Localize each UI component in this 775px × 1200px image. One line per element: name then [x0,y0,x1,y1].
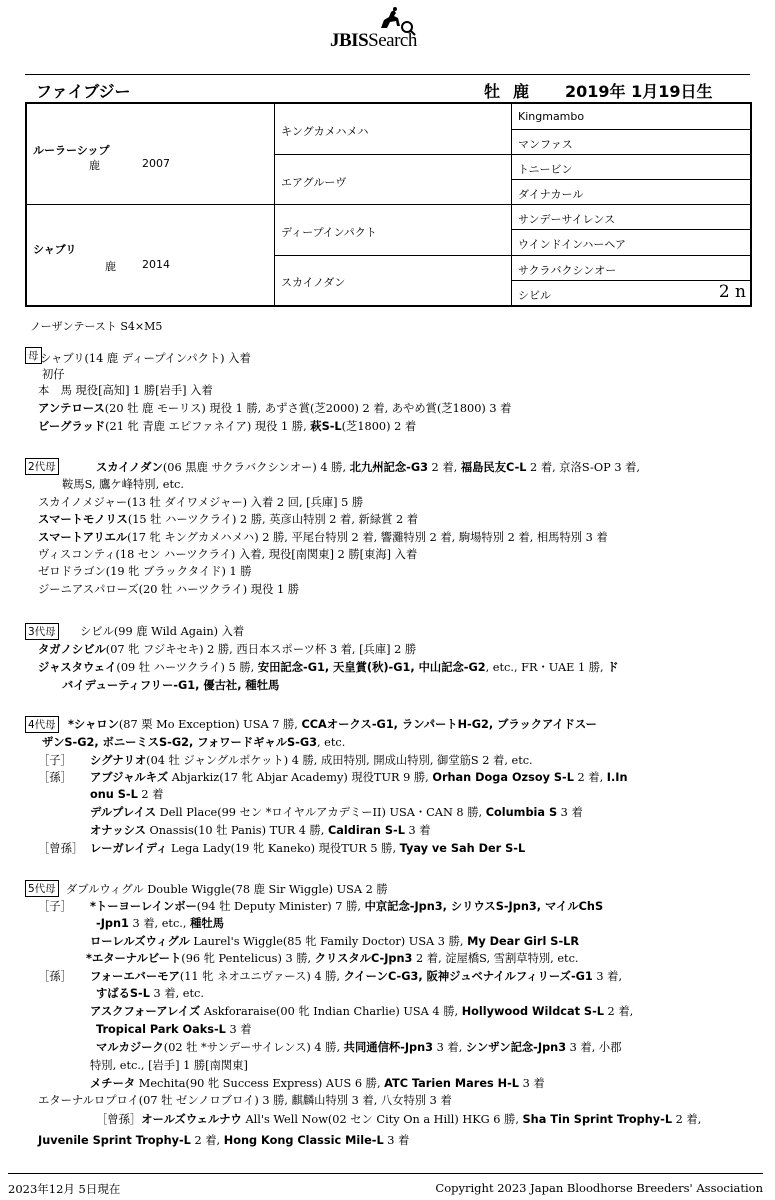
horse-highlight[interactable]: ジャスタウェイ [38,661,117,674]
horse-highlight[interactable]: Sha Tin Sprint Trophy-L [522,1113,673,1126]
record-line [96,985,204,1001]
horse-highlight[interactable]: Juvenile Sprint Trophy-L [38,1134,191,1147]
gen3-name[interactable]: サンデーサイレンス [518,213,616,226]
horse-highlight[interactable]: タガノシビル [38,643,106,656]
record-line [40,350,251,366]
relation-label: ［曾孫］ [96,1113,142,1126]
gen3-cell [511,104,750,129]
horse-highlight[interactable]: My Dear Girl S-LR [467,935,580,948]
horse-highlight[interactable]: Hong Kong Classic Mile-L [223,1134,384,1147]
record-line [62,677,279,693]
record-line [38,494,363,510]
gen3-cell [511,154,750,179]
horse-highlight[interactable]: アスクフォーアレイズ [90,1005,201,1018]
gen3-cell [511,129,750,154]
generation-tag: 4代母 [25,716,59,733]
record-text: 2 着, [427,461,461,474]
horse-highlight[interactable]: シグナリオ [90,754,147,767]
pedigree-table [25,102,752,307]
horse-highlight[interactable]: バイデューティフリー-G1, 優古社, 種牡馬 [62,679,280,692]
record-text: Laurel's Wiggle(85 牝 Family Doctor) USA 3 勝, [189,935,468,948]
record-line [38,418,416,434]
record-text: (11 牝 ネオユニヴァース) 4 勝, [179,970,344,983]
sire-year: 2007 [142,157,170,170]
horse-highlight[interactable]: Caldiran S-L [327,824,405,837]
record-line [66,881,388,897]
record-text: エターナルロプロイ(07 牡 ゼンノロブロイ) 3 勝, 麒麟山特別 3 着, 八女特別 3 着 [38,1094,452,1107]
horse-highlight[interactable]: ATC Tarien Mares H-L [384,1077,519,1090]
record-text: シャブリ(14 鹿 ディープインパクト) 入着 [40,352,251,365]
family-number: 2 n [718,282,746,302]
record-line [38,511,418,527]
record-line [38,529,608,545]
record-text: (15 牡 ハーツクライ) 2 勝, 英彦山特別 2 着, 新緑賞 2 着 [127,513,419,526]
horse-highlight[interactable]: デルプレイス [90,806,157,819]
gen3-name[interactable]: トニービン [518,163,573,176]
horse-highlight[interactable]: *エターナルビート [86,952,182,965]
header-divider [25,74,750,75]
gen2-cell [274,255,511,305]
gen3-cell [511,229,750,255]
record-line [38,641,416,657]
horse-highlight[interactable]: *トーヨーレインボー [90,900,197,913]
record-line [90,822,431,838]
record-line [38,400,511,416]
generation-tag: 2代母 [25,458,59,475]
record-text: 3 着, etc., [128,917,191,930]
horse-highlight[interactable]: シンザン記念-Jpn3 [465,1041,567,1054]
horse-highlight[interactable]: スマートアリエル [38,531,128,544]
relation-label: ［子］ [38,900,72,913]
horse-birth: 2019年 1月19日生 [565,82,713,101]
record-line [90,1057,248,1073]
relation-label: ［孫］ [38,970,72,983]
gen2-cell [274,154,511,204]
record-line [38,382,213,398]
footer-divider [8,1173,763,1174]
record-line [38,581,299,597]
horse-highlight[interactable]: オールズウェルナウ [141,1113,242,1126]
horse-highlight[interactable]: ビーグラッド [38,420,106,433]
gen3-cell [511,280,750,305]
jbis-search-logo[interactable] [330,6,460,54]
record-text: , etc., FR・UAE 1 勝, [485,661,608,674]
horse-highlight[interactable]: *シャロン [68,718,119,731]
horse-highlight[interactable]: すばるS-L [96,987,150,1000]
record-line [80,623,244,639]
record-text: All's Well Now(02 セン City On a Hill) HKG 6 勝, [241,1113,523,1126]
record-line [38,898,603,914]
record-text: 3 着 [404,824,431,837]
record-text: 3 着 [225,1023,252,1036]
horse-color: 鹿 [513,82,530,101]
pedigree-sire-cell [27,104,274,204]
gen3-name[interactable]: マンファス [518,138,573,151]
record-line [38,659,619,675]
record-line [38,840,525,856]
record-text: (芝1800) 2 着 [341,420,417,433]
dam-color: 鹿 [105,260,116,273]
gen2-cell [274,204,511,255]
record-line [86,950,579,966]
horse-highlight[interactable]: I.In [606,771,628,784]
horse-highlight[interactable]: -Jpn1 [96,917,129,930]
record-text: ヴィスコンティ(18 セン ハーツクライ) 入着, 現役[南関東] 2 勝[東海] 入着 [38,548,418,561]
gen3-name[interactable]: シビル [518,289,551,302]
record-text: 本 馬 現役[高知] 1 勝[岩手] 入着 [38,384,213,397]
record-text: (96 牝 Pentelicus) 3 勝, [181,952,315,965]
record-line [68,716,597,732]
record-line [90,1075,545,1091]
record-text: (02 牡 *サンデーサイレンス) 4 勝, [163,1041,344,1054]
gen3-cell [511,255,750,280]
horse-highlight[interactable]: Columbia S [485,806,558,819]
record-line [90,933,579,949]
record-text: Askforaraise(00 牝 Indian Charlie) USA 4 勝, [200,1005,462,1018]
record-text: (20 牡 鹿 モーリス) 現役 1 勝, あずさ賞(芝2000) 2 着, あやめ賞(芝1800) 3 着 [104,402,512,415]
horse-name: ファイブジー [36,82,131,101]
record-text: 2 着, [672,1113,702,1126]
sire-color: 鹿 [89,159,100,172]
horse-highlight[interactable]: オナッシス [90,824,146,837]
record-text: 2 着 [137,788,164,801]
horse-highlight[interactable]: フォーエバーモア [90,970,180,983]
horse-highlight[interactable]: 福島民友C-L [460,461,527,474]
record-text: (06 黒鹿 サクラバクシンオー) 4 勝, [162,461,350,474]
horse-highlight[interactable]: onu S-L [90,788,138,801]
horse-highlight[interactable]: アンテロース [38,402,105,415]
record-text: ゼロドラゴン(19 牝 ブラックタイド) 1 勝 [38,565,252,578]
record-text: 3 着, [592,970,623,983]
relation-label: ［子］ [38,754,72,767]
generation-tag: 3代母 [25,623,59,640]
gen2-name[interactable]: ディープインパクト [281,226,377,239]
record-text: 3 着 [383,1134,410,1147]
footer-date: 2023年12月 5日現在 [8,1182,121,1196]
gen3-name[interactable]: ダイナカール [518,188,584,201]
record-text: (07 牝 フジキセキ) 2 勝, 西日本スポーツ杯 3 着, [兵庫] 2 勝 [105,643,417,656]
record-line [38,563,252,579]
gen2-name[interactable]: エアグルーヴ [281,176,347,189]
dam-name[interactable]: シャブリ [33,243,77,256]
horse-highlight[interactable]: Orhan Doga Ozsoy S-L [432,771,574,784]
horse-highlight[interactable]: ローレルズウィグル [90,935,190,948]
record-text: (04 牡 ジャングルポケット) 4 勝, 成田特別, 開成山特別, 御堂筋S 2 着, etc. [146,754,533,767]
gen2-name[interactable]: キングカメハメハ [281,125,369,138]
record-text: 3 着 [557,806,583,819]
record-text: (87 栗 Mo Exception) USA 7 勝, [118,718,302,731]
horse-highlight[interactable]: 安田記念-G1, 天皇賞(秋)-G1, 中山記念-G2 [257,661,486,674]
horse-highlight[interactable]: Tyay ve Sah Der S-L [399,842,526,855]
gen3-name[interactable]: サクラバクシンオー [518,264,617,277]
record-line [38,752,533,768]
record-line [38,968,622,984]
record-text: Dell Place(99 セン *ロイヤルアカデミーII) USA・CAN 8 勝, [156,806,486,819]
record-text: 3 着, [433,1041,466,1054]
horse-highlight[interactable]: 北九州記念-G3 [349,461,428,474]
record-text: 特別, etc., [岩手] 1 勝[南関東] [90,1059,248,1072]
record-line [38,546,417,562]
horse-highlight[interactable]: 種牡馬 [190,917,224,930]
record-line [42,734,345,750]
record-text: (94 牡 Deputy Minister) 7 勝, [196,900,365,913]
horse-sex: 牡 [484,82,501,101]
record-text: Onassis(10 牡 Panis) TUR 4 勝, [145,824,328,837]
pedigree-dam-cell [27,204,274,305]
record-text: 2 着, 京洛S-OP 3 着, [526,461,640,474]
footer-copyright: Copyright 2023 Japan Bloodhorse Breeders' Association [435,1181,763,1195]
sire-name[interactable]: ルーラーシップ [33,144,110,157]
record-text: 2 着, [573,771,607,784]
record-text: Abjarkiz(17 牝 Abjar Academy) 現役TUR 9 勝, [168,771,433,784]
record-line [90,1003,633,1019]
gen3-cell [511,204,750,229]
logo-text: JBISSearch [330,30,417,51]
record-line [96,1039,622,1055]
horse-highlight[interactable]: クリスタルC-Jpn3 [314,952,413,965]
record-line [96,1111,701,1127]
horse-highlight[interactable]: メチータ [90,1077,136,1090]
record-text: 3 着 [519,1077,545,1090]
record-line [42,366,65,382]
record-text: スカイノメジャー(13 牡 ダイワメジャー) 入着 2 回, [兵庫] 5 勝 [38,496,364,509]
record-line [38,1132,409,1148]
horse-highlight[interactable]: Hollywood Wildcat S-L [461,1005,604,1018]
record-text: , etc. [317,736,346,749]
record-line [96,915,224,931]
record-line [96,1021,252,1037]
horse-highlight[interactable]: マルカジーク [96,1041,164,1054]
record-text: 鞍馬S, 鷹ケ峰特別, etc. [62,478,184,491]
record-text: 3 着, etc. [149,987,204,1000]
record-text: シビル(99 鹿 Wild Again) 入着 [80,625,245,638]
record-text: (21 牝 青鹿 エピファネイア) 現役 1 勝, [105,420,311,433]
horse-highlight[interactable]: CCAオークス-G1, ランパートH-G2, ブラックアイドスー [301,718,597,731]
record-line [38,769,628,785]
relation-label: ［曾孫］ [38,842,84,855]
gen3-name[interactable]: ウインドインハーヘア [518,238,627,251]
record-text: Mechita(90 牝 Success Express) AUS 6 勝, [135,1077,385,1090]
record-line [96,459,640,475]
record-text: 2 着, [190,1134,224,1147]
record-text: ジーニアスパローズ(20 牡 ハーツクライ) 現役 1 勝 [38,583,300,596]
record-text: 初仔 [42,368,65,381]
horse-highlight[interactable]: スマートモノリス [38,513,128,526]
record-text: 3 着, 小郡 [566,1041,622,1054]
gen2-name[interactable]: スカイノダン [281,276,346,289]
horse-highlight[interactable]: レーガレイディ [90,842,168,855]
record-text: (09 牡 ハーツクライ) 5 勝, [116,661,258,674]
record-line [90,804,583,820]
generation-tag: 母 [25,347,42,364]
relation-label: ［孫］ [38,771,72,784]
gen3-cell [511,179,750,204]
horse-highlight[interactable]: 中京記念-Jpn3, シリウスS-Jpn3, マイルChS [364,900,604,913]
horse-highlight[interactable]: 共同通信杯-Jpn3 [343,1041,434,1054]
record-line [90,786,163,802]
gen2-cell [274,104,511,154]
horse-highlight[interactable]: ド [607,661,619,674]
horse-highlight[interactable]: 萩S-L [310,420,342,433]
record-text: 2 着, 淀屋橋S, 雪割草特別, etc. [412,952,579,965]
horse-highlight[interactable]: スカイノダン [96,461,163,474]
horse-highlight[interactable]: Tropical Park Oaks-L [96,1023,226,1036]
horse-highlight[interactable]: ザンS-G2, ボニーミスS-G2, フォワードギャルS-G3 [42,736,317,749]
record-text: Lega Lady(19 牝 Kaneko) 現役TUR 5 勝, [167,842,400,855]
inbreeding-note: ノーザンテースト S4×M5 [30,320,163,333]
gen3-name[interactable]: Kingmambo [518,110,585,123]
record-line [62,476,184,492]
horse-highlight[interactable]: クイーンC-G3, 阪神ジュベナイルフィリーズ-G1 [343,970,593,983]
dam-year: 2014 [142,258,170,271]
record-text: (17 牝 キングカメハメハ) 2 勝, 平尾台特別 2 着, 響灘特別 2 着, 駒場特別 2 着, 相馬特別 3 着 [127,531,608,544]
horse-highlight[interactable]: アブジャルキズ [90,771,169,784]
generation-tag: 5代母 [25,880,59,897]
record-line [38,1092,452,1108]
record-text: ダブルウィグル Double Wiggle(78 鹿 Sir Wiggle) USA 2 勝 [66,883,388,896]
record-text: 2 着, [603,1005,634,1018]
